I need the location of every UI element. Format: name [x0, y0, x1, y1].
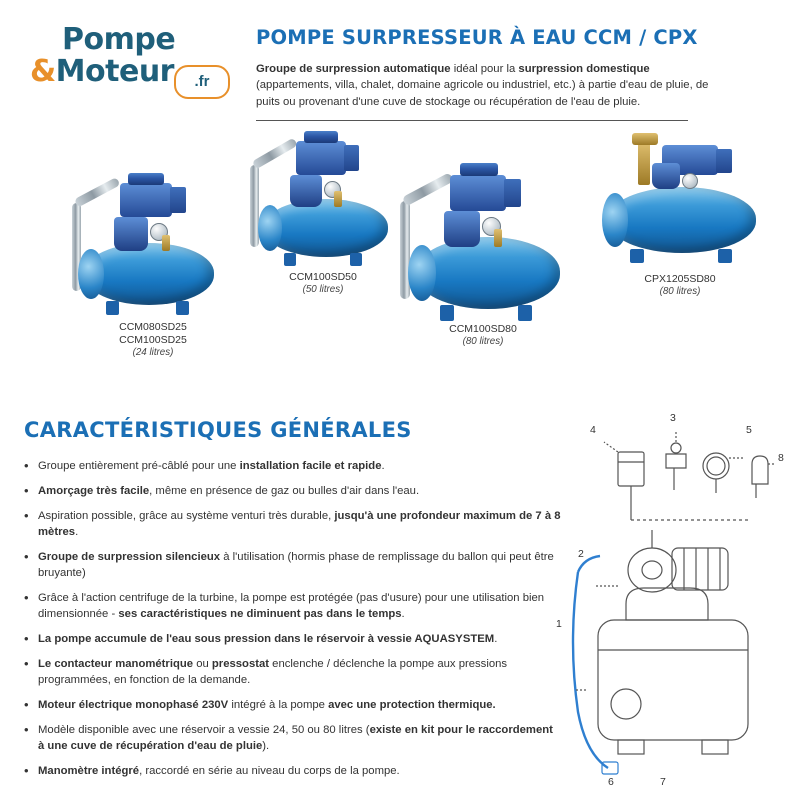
product-volume: (50 litres): [302, 284, 344, 296]
page-header: [0, 0, 800, 121]
product-image-cpx80: [570, 123, 790, 273]
callout-6: 6: [608, 776, 614, 788]
list-item: • Amorçage très facile, même en présence de gaz ou bulles d'air dans l'eau.: [22, 483, 562, 499]
product-caption: [570, 273, 790, 298]
callout-1: 1: [556, 618, 562, 630]
product-caption: [58, 321, 248, 359]
product-gallery: [0, 133, 800, 395]
product-caption: [378, 323, 588, 348]
product-item: [378, 151, 588, 348]
product-image-ccm25: [58, 161, 248, 321]
intro-text-2: (appartements, villa, chalet, domaine agricole ou industriel, etc.) à partie d'eau de pluie, de puits ou provenant d'une cuve de stockage ou récupération de l'eau de pluie.: [256, 79, 709, 108]
product-name-line-1: CCM080SD25: [119, 321, 187, 334]
list-item: • Aspiration possible, grâce au système venturi très durable, jusqu'à une profondeur maximum de 7 à 8 mètres.: [22, 508, 562, 540]
diagram-drawing: [556, 408, 792, 790]
features-list: [22, 458, 562, 779]
intro-bold-1: Groupe de surpression automatique: [256, 63, 451, 75]
list-item: • Groupe entièrement pré-câblé pour une installation facile et rapide.: [22, 458, 562, 474]
list-item: • La pompe accumule de l'eau sous pression dans le réservoir à vessie AQUASYSTEM.: [22, 631, 562, 647]
list-item: • Manomètre intégré, raccordé en série au niveau du corps de la pompe.: [22, 763, 562, 779]
product-volume: (80 litres): [462, 336, 504, 348]
brand-ampersand: &: [30, 53, 56, 89]
product-name-line-1: CCM100SD80: [449, 323, 517, 336]
features-section: [22, 418, 562, 788]
list-item: • Le contacteur manométrique ou pressostat enclenche / déclenche la pompe aux pressions programmées, en fonction de la demande.: [22, 656, 562, 688]
product-item: [58, 161, 248, 359]
brand-line-1: Pompe: [62, 22, 176, 57]
callout-4: 4: [590, 424, 596, 436]
product-name-line-2: CCM100SD25: [119, 334, 187, 347]
product-volume: (24 litres): [132, 347, 174, 359]
page-title: POMPE SURPRESSEUR À EAU CCM / CPX: [256, 26, 698, 49]
list-item: • Moteur électrique monophasé 230V intégré à la pompe avec une protection thermique.: [22, 697, 562, 713]
brand-word-moteur: Moteur: [55, 53, 174, 89]
product-name-line-1: CPX1205SD80: [644, 273, 716, 286]
brand-domain-badge: .fr: [174, 65, 230, 99]
brand-logo: [22, 18, 242, 90]
callout-7: 7: [660, 776, 666, 788]
header-text-block: [242, 18, 778, 121]
product-image-ccm80: [378, 151, 588, 323]
callout-2: 2: [578, 548, 584, 560]
product-name-line-1: CCM100SD50: [289, 271, 357, 284]
list-item: • Grâce à l'action centrifuge de la turbine, la pompe est protégée (pas d'usure) pour une utilisation bien dimensionnée - ses caractéristiques ne diminuent pas dans le temps.: [22, 590, 562, 622]
intro-bold-2: surpression domestique: [518, 63, 650, 75]
callout-5: 5: [746, 424, 752, 436]
intro-paragraph: [256, 61, 726, 110]
product-volume: (80 litres): [659, 286, 701, 298]
technical-diagram: [556, 408, 792, 790]
list-item: • Modèle disponible avec une réservoir a vessie 24, 50 ou 80 litres (existe en kit pour le raccordement à une cuve de récupération d'eau de pluie).: [22, 722, 562, 754]
callout-3: 3: [670, 412, 676, 424]
callout-8: 8: [778, 452, 784, 464]
product-item: [570, 123, 790, 298]
intro-text-1: idéal pour la: [450, 63, 519, 75]
features-title: CARACTÉRISTIQUES GÉNÉRALES: [24, 418, 412, 442]
list-item: • Groupe de surpression silencieux à l'utilisation (hormis phase de remplissage du ballon qui peut être bruyante): [22, 549, 562, 581]
